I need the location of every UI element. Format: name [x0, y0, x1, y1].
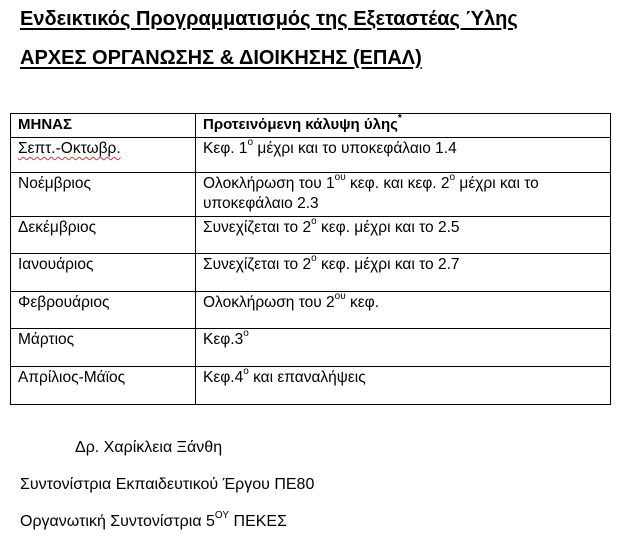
- schedule-table: [10, 113, 611, 405]
- coverage-text: κεφ. και κεφ. 2: [345, 175, 450, 192]
- coverage-cell: [196, 138, 611, 173]
- coverage-cell: [196, 173, 611, 217]
- table-row: [11, 173, 611, 217]
- document-title: Ενδεικτικός Προγραμματισμός της Εξεταστέας Ύλης: [20, 8, 518, 30]
- month-label: Σεπτ.-Οκτωβρ.: [18, 140, 121, 157]
- header-month: ΜΗΝΑΣ: [11, 114, 196, 138]
- table-row: [11, 329, 611, 367]
- month-cell: [11, 138, 196, 173]
- header-coverage: [196, 114, 611, 138]
- ordinal-sup: ο: [311, 215, 317, 227]
- ordinal-sup: ο: [247, 136, 254, 148]
- coverage-text: μέχρι και το υποκεφάλαιο 2.3: [203, 175, 539, 212]
- signatory-name: Δρ. Χαρίκλεια Ξάνθη: [75, 439, 223, 456]
- coverage-text: Συνεχίζεται το 2: [203, 219, 312, 236]
- coverage-cell: [196, 367, 611, 405]
- header-coverage-mark: *: [397, 113, 402, 124]
- ordinal-sup: ο: [311, 252, 317, 264]
- coverage-text: κεφ. μέχρι και το 2.7: [316, 256, 460, 273]
- table-row: [11, 138, 611, 173]
- month-cell: Μάρτιος: [11, 329, 196, 367]
- coverage-cell: [196, 292, 611, 329]
- ordinal-sup: ΟΥ: [214, 509, 230, 521]
- coverage-text: Ολοκλήρωση του 1: [203, 175, 335, 192]
- document-subtitle: ΑΡΧΕΣ ΟΡΓΑΝΩΣΗΣ & ΔΙΟΙΚΗΣΗΣ (ΕΠΑΛ): [20, 47, 422, 69]
- role-text: ΠΕΚΕΣ: [229, 513, 287, 530]
- signatory-role: Συντονίστρια Εκπαιδευτικού Έργου ΠΕ80: [20, 476, 315, 493]
- month-cell: Ιανουάριος: [11, 254, 196, 292]
- coverage-text: μέχρι και το υποκεφάλαιο 1.4: [253, 140, 457, 157]
- month-cell: Δεκέμβριος: [11, 217, 196, 254]
- coverage-text: Ολοκλήρωση του 2: [203, 294, 335, 311]
- coverage-cell: [196, 217, 611, 254]
- ordinal-sup: ου: [334, 171, 346, 183]
- ordinal-sup: ου: [334, 290, 346, 302]
- table-row: [11, 217, 611, 254]
- ordinal-sup: ο: [243, 327, 249, 339]
- role-text: Οργανωτική Συντονίστρια 5: [20, 513, 215, 530]
- signatory-role-secondary: [20, 509, 287, 531]
- month-cell: Φεβρουάριος: [11, 292, 196, 329]
- coverage-cell: [196, 254, 611, 292]
- coverage-text: Συνεχίζεται το 2: [203, 256, 312, 273]
- table-row: [11, 254, 611, 292]
- coverage-text: κεφ.: [345, 294, 380, 311]
- month-cell: Απρίλιος-Μάϊος: [11, 367, 196, 405]
- ordinal-sup: ο: [449, 171, 456, 183]
- table-row: [11, 292, 611, 329]
- coverage-text: Κεφ.3: [203, 331, 244, 348]
- coverage-text: Κεφ. 1: [203, 140, 248, 157]
- month-cell: Νοέμβριος: [11, 173, 196, 217]
- table-header-row: [11, 114, 611, 138]
- coverage-text: κεφ. μέχρι και το 2.5: [316, 219, 460, 236]
- table-row: [11, 367, 611, 405]
- header-coverage-label: Προτεινόμενη κάλυψη ύλης: [203, 116, 398, 133]
- coverage-cell: [196, 329, 611, 367]
- coverage-text: Κεφ.4: [203, 369, 244, 386]
- ordinal-sup: ο: [243, 365, 249, 377]
- coverage-text: και επαναλήψεις: [248, 369, 366, 386]
